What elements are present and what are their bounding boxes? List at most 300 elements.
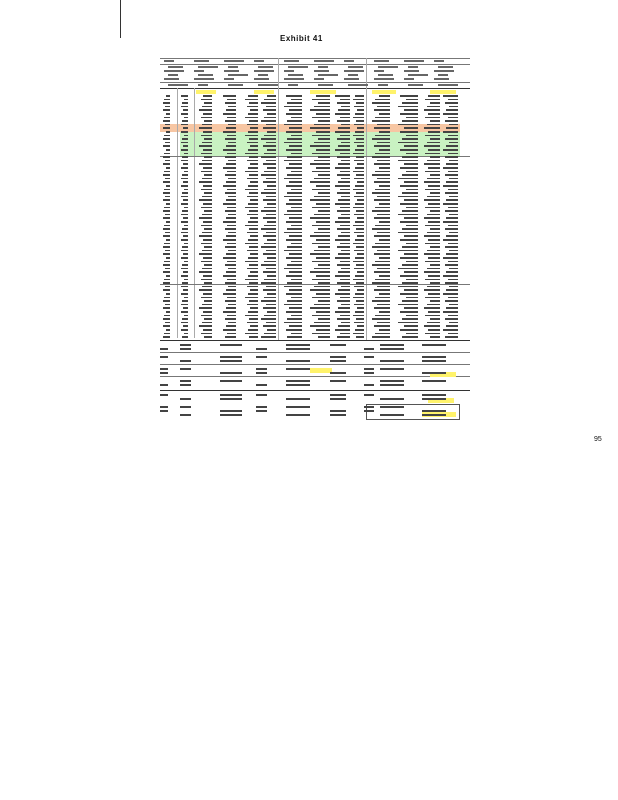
table-cell [356,246,364,248]
table-cell [353,189,364,191]
table-cell [284,214,302,216]
table-cell [335,239,350,241]
table-cell [250,271,258,273]
table-cell [202,178,212,180]
header-text [198,74,213,76]
summary-text [380,368,404,370]
header-text [254,60,264,62]
table-cell [183,109,188,111]
table-cell [249,318,258,320]
summary-text [286,368,310,370]
table-cell [245,189,258,191]
table-cell [377,304,390,306]
header-text [258,74,268,76]
table-cell [267,131,276,133]
table-cell [404,307,418,309]
table-cell [164,189,170,191]
summary-text [180,344,191,346]
table-cell [375,315,390,317]
margin-rule [120,0,121,38]
table-cell [356,102,364,104]
table-cell [402,282,418,284]
table-cell [446,271,458,273]
table-cell [341,160,350,162]
table-cell [204,120,212,122]
table-cell [166,167,170,169]
table-cell [445,228,458,230]
table-cell [353,207,364,209]
summary-text [330,414,346,416]
table-cell [354,322,364,324]
table-cell [357,181,364,183]
summary-text [220,410,242,412]
table-cell [165,142,170,144]
table-cell [201,135,212,137]
summary-text [422,356,446,358]
table-cell [379,221,390,223]
header-text [348,84,368,86]
table-cell [310,163,330,165]
table-cell [225,120,236,122]
table-cell [266,214,276,216]
table-cell [228,304,236,306]
table-cell [286,275,302,277]
table-cell [248,239,258,241]
table-cell [400,131,418,133]
table-cell [445,156,458,158]
table-cell [443,221,458,223]
table-cell [316,239,330,241]
table-cell [428,95,440,97]
table-cell [204,228,212,230]
table-cell [379,203,390,205]
table-cell [406,243,418,245]
table-cell [181,275,188,277]
table-cell [341,142,350,144]
table-cell [374,271,390,273]
table-cell [166,257,170,259]
table-cell [245,99,258,101]
table-cell [165,232,170,234]
table-cell [318,246,330,248]
table-cell [374,253,390,255]
table-cell [291,315,302,317]
table-cell [266,106,276,108]
table-cell [338,217,350,219]
table-cell [184,171,188,173]
table-cell [199,127,212,129]
table-cell [181,106,188,108]
table-cell [203,149,212,151]
table-cell [284,160,302,162]
table-cell [227,207,236,209]
table-cell [312,135,330,137]
table-cell [316,329,330,331]
table-cell [377,214,390,216]
table-cell [226,127,236,129]
table-cell [163,102,170,104]
table-cell [263,325,276,327]
table-cell [228,106,236,108]
table-cell [355,167,364,169]
table-cell [312,153,330,155]
table-cell [356,282,364,284]
table-cell [443,113,458,115]
table-cell [318,282,330,284]
header-rule [160,64,470,65]
table-cell [318,156,330,158]
table-cell [250,145,258,147]
table-cell [284,142,302,144]
table-cell [445,120,458,122]
table-cell [400,275,418,277]
table-cell [286,149,302,151]
table-cell [163,120,170,122]
table-cell [263,181,276,183]
table-cell [375,297,390,299]
table-cell [379,167,390,169]
table-cell [223,131,236,133]
table-cell [163,181,170,183]
summary-text [220,398,242,400]
table-cell [247,124,258,126]
table-cell [337,138,350,140]
header-text [438,74,448,76]
table-cell [314,142,330,144]
table-cell [443,185,458,187]
table-cell [354,196,364,198]
table-cell [287,102,302,104]
summary-text [330,360,346,362]
table-cell [337,228,350,230]
table-cell [427,160,440,162]
table-cell [406,333,418,335]
table-cell [337,336,350,338]
table-cell [353,225,364,227]
table-cell [353,99,364,101]
table-cell [247,232,258,234]
table-cell [250,163,258,165]
header-text [168,66,183,68]
table-cell [446,307,458,309]
table-cell [398,142,418,144]
table-cell [250,235,258,237]
table-cell [225,300,236,302]
table-cell [225,138,236,140]
table-cell [374,181,390,183]
table-cell [448,117,458,119]
table-cell [247,160,258,162]
table-cell [291,153,302,155]
table-cell [289,181,302,183]
table-cell [449,250,458,252]
table-cell [318,174,330,176]
table-cell [264,225,276,227]
summary-text [380,360,404,362]
table-cell [377,322,390,324]
table-cell [163,336,170,338]
table-cell [443,239,458,241]
table-cell [227,261,236,263]
table-cell [248,167,258,169]
table-cell [425,333,440,335]
table-cell [374,235,390,237]
table-cell [165,178,170,180]
table-cell [286,221,302,223]
table-cell [443,203,458,205]
table-cell [377,286,390,288]
table-cell [267,203,276,205]
table-cell [404,253,418,255]
table-cell [267,113,276,115]
table-cell [316,293,330,295]
table-cell [225,246,236,248]
table-cell [372,300,390,302]
table-cell [428,257,440,259]
summary-text [220,356,242,358]
table-cell [357,127,364,129]
table-cell [248,203,258,205]
table-cell [261,102,276,104]
table-cell [340,333,350,335]
table-cell [338,253,350,255]
summary-rule [160,376,470,377]
table-cell [353,279,364,281]
table-cell [261,174,276,176]
table-cell [318,318,330,320]
table-cell [199,199,212,201]
table-cell [445,174,458,176]
table-cell [201,117,212,119]
table-cell [375,207,390,209]
table-cell [374,163,390,165]
table-cell [314,232,330,234]
table-cell [316,185,330,187]
table-cell [287,210,302,212]
table-cell [245,207,258,209]
table-cell [406,315,418,317]
table-cell [314,304,330,306]
table-cell [287,246,302,248]
table-cell [356,336,364,338]
table-cell [374,109,390,111]
table-cell [204,192,212,194]
table-cell [164,207,170,209]
table-cell [449,142,458,144]
summary-text [330,410,346,412]
header-text [224,78,234,80]
table-cell [377,124,390,126]
table-cell [372,282,390,284]
table-cell [375,153,390,155]
summary-text [286,348,310,350]
summary-text [330,356,346,358]
table-cell [443,257,458,259]
table-cell [427,268,440,270]
table-cell [445,138,458,140]
summary-text [286,344,310,346]
table-cell [181,329,188,331]
table-cell [424,325,440,327]
table-cell [163,192,170,194]
table-cell [202,286,212,288]
summary-text [256,372,267,374]
summary-rule [160,364,470,365]
summary-text [286,398,310,400]
table-cell [225,282,236,284]
table-cell [166,329,170,331]
table-cell [166,311,170,313]
table-cell [284,232,302,234]
table-cell [379,329,390,331]
table-cell [449,106,458,108]
table-cell [402,210,418,212]
summary-text [286,380,310,382]
table-cell [264,243,276,245]
summary-text [330,394,346,396]
table-cell [227,225,236,227]
table-cell [310,181,330,183]
table-cell [249,174,258,176]
table-cell [357,109,364,111]
table-cell [375,189,390,191]
table-cell [204,210,212,212]
table-cell [354,214,364,216]
page-number: 95 [594,436,602,443]
table-cell [318,120,330,122]
table-cell [377,250,390,252]
table-cell [226,235,236,237]
table-cell [163,109,170,111]
table-cell [443,167,458,169]
table-cell [372,246,390,248]
table-cell [446,235,458,237]
header-text [378,84,388,86]
table-cell [406,261,418,263]
table-cell [227,171,236,173]
table-cell [446,199,458,201]
table-cell [250,199,258,201]
table-cell [291,189,302,191]
table-cell [202,106,212,108]
table-cell [372,192,390,194]
table-cell [312,261,330,263]
table-cell [227,189,236,191]
table-cell [245,117,258,119]
table-cell [248,149,258,151]
table-cell [357,163,364,165]
table-cell [446,145,458,147]
table-cell [357,145,364,147]
table-cell [181,167,188,169]
table-cell [247,322,258,324]
table-cell [165,250,170,252]
table-cell [425,279,440,281]
table-cell [400,329,418,331]
header-text [164,60,174,62]
table-cell [398,196,418,198]
table-cell [183,127,188,129]
table-cell [289,289,302,291]
table-cell [286,257,302,259]
table-cell [338,199,350,201]
table-cell [354,304,364,306]
table-cell [377,160,390,162]
table-cell [204,336,212,338]
table-cell [448,135,458,137]
table-cell [181,196,188,198]
table-cell [201,243,212,245]
table-cell [181,178,188,180]
table-cell [356,210,364,212]
table-cell [425,261,440,263]
table-cell [266,250,276,252]
table-cell [228,214,236,216]
table-cell [424,253,440,255]
table-cell [249,282,258,284]
table-cell [448,171,458,173]
table-cell [427,196,440,198]
table-cell [226,181,236,183]
table-cell [406,207,418,209]
table-cell [181,257,188,259]
table-cell [286,131,302,133]
table-cell [338,307,350,309]
table-cell [353,153,364,155]
table-cell [430,300,440,302]
table-cell [289,235,302,237]
summary-rule [160,390,470,391]
table-cell [356,192,364,194]
table-cell [355,185,364,187]
table-cell [263,253,276,255]
table-cell [400,257,418,259]
table-cell [398,178,418,180]
table-cell [375,99,390,101]
table-cell [286,95,302,97]
table-cell [164,243,170,245]
table-cell [202,214,212,216]
summary-text [160,368,168,370]
table-cell [335,185,350,187]
table-cell [181,221,188,223]
table-cell [449,214,458,216]
table-cell [312,315,330,317]
table-cell [427,124,440,126]
table-cell [338,109,350,111]
table-cell [203,275,212,277]
table-cell [263,145,276,147]
table-cell [354,232,364,234]
table-cell [165,322,170,324]
summary-text [180,360,191,362]
table-cell [266,232,276,234]
table-cell [199,289,212,291]
table-cell [355,293,364,295]
table-cell [427,250,440,252]
table-cell [424,163,440,165]
table-cell [341,286,350,288]
table-cell [291,171,302,173]
table-cell [287,282,302,284]
table-cell [165,160,170,162]
table-cell [353,117,364,119]
table-cell [226,253,236,255]
summary-text [180,380,191,382]
table-cell [377,268,390,270]
table-cell [184,297,188,299]
table-cell [402,300,418,302]
